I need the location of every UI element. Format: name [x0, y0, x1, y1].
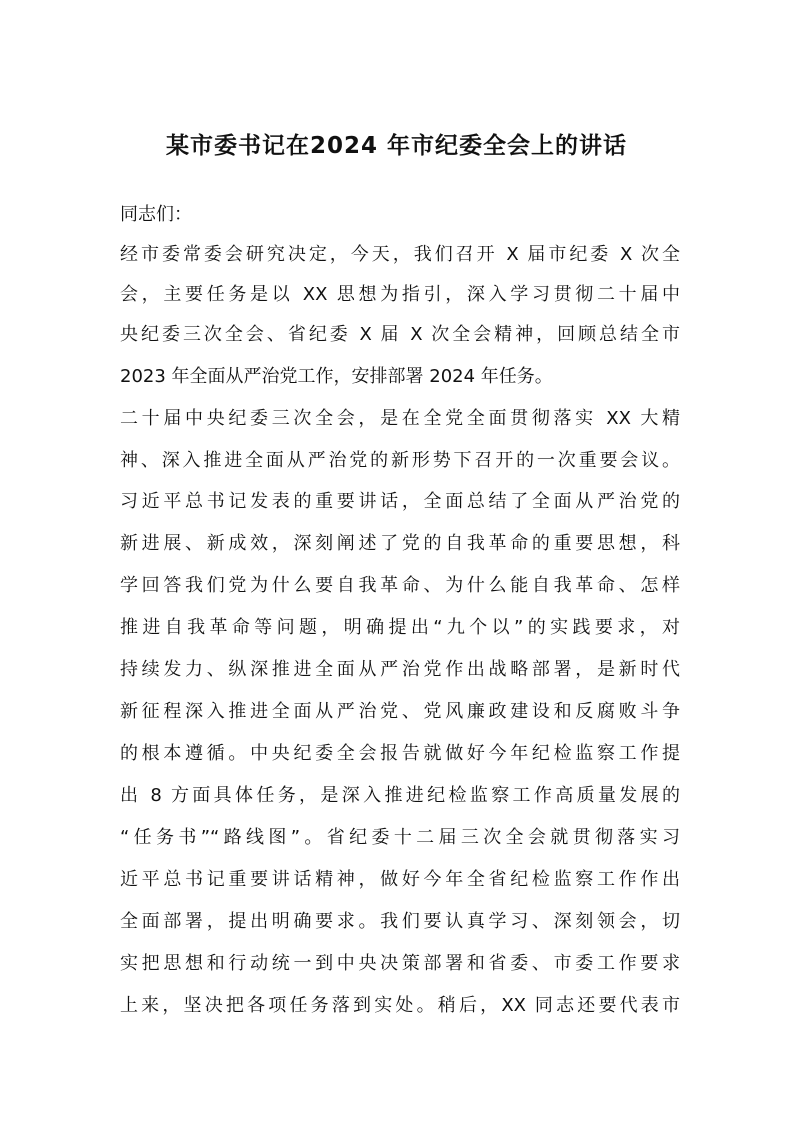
paragraph-line: 神、深入推进全面从严治党的新形势下召开的一次重要会议。 — [120, 450, 680, 471]
paragraph-line: 近平总书记重要讲话精神，做好今年全省纪检监察工作作出 — [120, 869, 680, 890]
paragraph-line: “任务书”“路线图”。省纪委十二届三次全会就贯彻落实习 — [120, 827, 680, 848]
paragraph-line: 新进展、新成效，深刻阐述了党的自我革命的重要思想，科 — [120, 533, 680, 554]
paragraph-line: 的根本遵循。中央纪委全会报告就做好今年纪检监察工作提 — [120, 743, 680, 764]
document-title: 某市委书记在2024 年市纪委全会上的讲话 — [165, 133, 628, 159]
paragraph-line: 上来，坚决把各项任务落到实处。稍后，XX 同志还要代表市 — [120, 995, 680, 1016]
salutation: 同志们： — [120, 204, 192, 225]
paragraph-line: 全面部署，提出明确要求。我们要认真学习、深刻领会，切 — [120, 911, 680, 932]
paragraph-line: 会，主要任务是以 XX 思想为指引，深入学习贯彻二十届中 — [120, 284, 680, 305]
paragraph-line: 推进自我革命等问题，明确提出“九个以”的实践要求，对 — [120, 617, 680, 638]
paragraph-line: 习近平总书记发表的重要讲话，全面总结了全面从严治党的 — [120, 491, 680, 512]
paragraph-line: 央纪委三次全会、省纪委 X 届 X 次全会精神，回顾总结全市 — [120, 324, 680, 345]
paragraph-line: 二十届中央纪委三次全会，是在全党全面贯彻落实 XX 大精 — [120, 408, 680, 429]
paragraph-line: 新征程深入推进全面从严治党、党风廉政建设和反腐败斗争 — [120, 701, 680, 722]
paragraph-line: 持续发力、纵深推进全面从严治党作出战略部署，是新时代 — [120, 659, 680, 680]
paragraph-line: 2023 年全面从严治党工作，安排部署 2024 年任务。 — [120, 366, 553, 387]
paragraph-line: 经市委常委会研究决定，今天，我们召开 X 届市纪委 X 次全 — [120, 244, 680, 265]
paragraph-line: 学回答我们党为什么要自我革命、为什么能自我革命、怎样 — [120, 575, 680, 596]
paragraph-line: 出 8 方面具体任务，是深入推进纪检监察工作高质量发展的 — [120, 785, 680, 806]
paragraph-line: 实把思想和行动统一到中央决策部署和省委、市委工作要求 — [120, 953, 680, 974]
